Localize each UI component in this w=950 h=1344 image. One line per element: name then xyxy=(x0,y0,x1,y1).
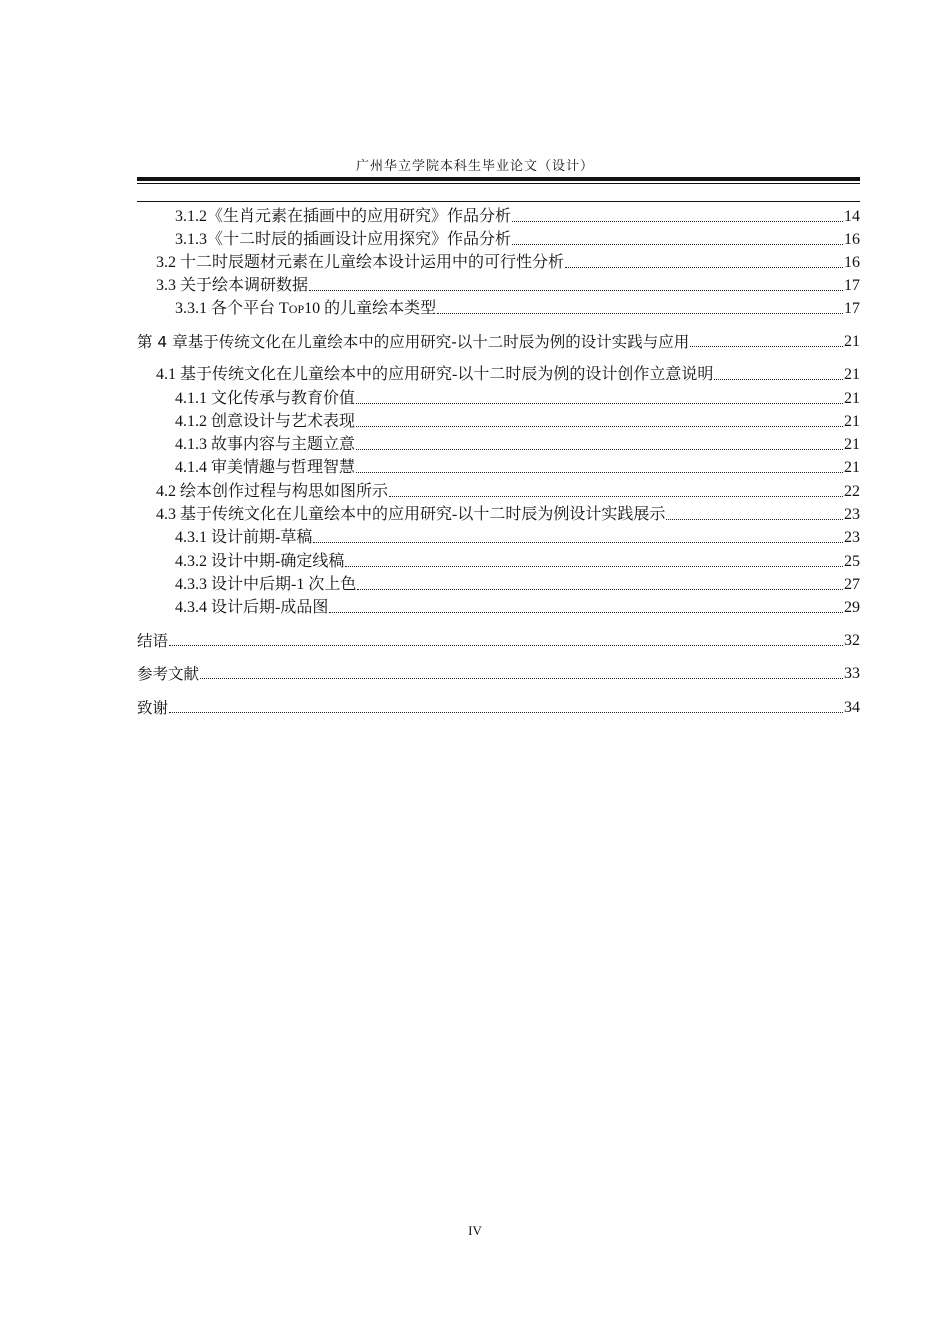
toc-entry-4-1-1[interactable] xyxy=(137,388,860,410)
toc-entry-page: 32 xyxy=(844,632,860,649)
toc-leader-dots xyxy=(356,472,843,473)
toc-entry-4-3-3[interactable] xyxy=(137,574,860,596)
header-rule-thick xyxy=(137,177,860,181)
toc-title-part: 3.3.1 各个平台 T xyxy=(175,300,289,317)
toc-leader-dots xyxy=(690,346,843,347)
toc-entry-4-3-4[interactable] xyxy=(137,597,860,619)
header-rule-thin xyxy=(137,183,860,184)
toc-entry-page: 29 xyxy=(844,599,860,616)
toc-leader-dots xyxy=(356,449,843,450)
toc-entry-page: 17 xyxy=(844,277,860,294)
toc-entry-page: 21 xyxy=(844,459,860,476)
toc-leader-dots xyxy=(714,379,843,380)
toc-entry-page: 21 xyxy=(844,436,860,453)
header-rule-lower xyxy=(137,201,860,202)
toc-leader-dots xyxy=(356,403,843,404)
toc-entry-title: 3.3 关于绘本调研数据 xyxy=(156,277,309,294)
toc-entry-4-1[interactable] xyxy=(137,364,860,386)
toc-leader-dots xyxy=(169,645,843,646)
toc-entry-title: 4.1.4 审美情趣与哲理智慧 xyxy=(175,459,356,476)
toc-entry-page: 23 xyxy=(844,506,860,523)
toc-entry-title: 4.1.3 故事内容与主题立意 xyxy=(175,436,356,453)
toc-entry-title: 结语 xyxy=(137,632,169,650)
toc-leader-dots xyxy=(309,290,843,291)
toc-entry-title: 第 4 章基于传统文化在儿童绘本中的应用研究-以十二时辰为例的设计实践与应用 xyxy=(137,333,690,351)
toc-leader-dots xyxy=(200,678,843,679)
toc-entry-4-1-2[interactable] xyxy=(137,411,860,433)
toc-entry-3-1-2[interactable] xyxy=(137,206,860,228)
toc-leader-dots xyxy=(357,589,843,590)
toc-entry-3-3-1[interactable] xyxy=(137,298,860,320)
running-header: 广州华立学院本科生毕业论文（设计） xyxy=(355,158,594,173)
toc-entry-acknowledgements[interactable] xyxy=(137,697,860,719)
toc-leader-dots xyxy=(329,612,843,613)
toc-entry-page: 23 xyxy=(844,529,860,546)
page-number: IV xyxy=(468,1223,482,1238)
toc-leader-dots xyxy=(512,221,843,222)
toc-entry-title: 4.1.2 创意设计与艺术表现 xyxy=(175,413,356,430)
toc-entry-title: 参考文献 xyxy=(137,665,200,683)
toc-leader-dots xyxy=(389,496,843,497)
toc-entry-page: 21 xyxy=(844,366,860,383)
toc-leader-dots xyxy=(512,244,843,245)
toc-entry-4-3-1[interactable] xyxy=(137,527,860,549)
toc-entry-page: 16 xyxy=(844,231,860,248)
toc-entry-page: 21 xyxy=(844,390,860,407)
toc-entry-page: 22 xyxy=(844,483,860,500)
toc-entry-title: 4.2 绘本创作过程与构思如图所示 xyxy=(156,483,389,500)
toc-entry-title: 3.1.3《十二时辰的插画设计应用探究》作品分析 xyxy=(175,231,512,248)
toc-entry-title: 4.3.1 设计前期-草稿 xyxy=(175,529,313,546)
toc-entry-title: 3.2 十二时辰题材元素在儿童绘本设计运用中的可行性分析 xyxy=(156,254,565,271)
toc-entry-title xyxy=(175,298,436,320)
toc-entry-title: 致谢 xyxy=(137,699,169,717)
toc-entry-4-2[interactable] xyxy=(137,481,860,503)
toc-entry-title: 3.1.2《生肖元素在插画中的应用研究》作品分析 xyxy=(175,208,512,225)
toc-entry-3-3[interactable] xyxy=(137,275,860,297)
toc-leader-dots xyxy=(356,426,843,427)
toc-leader-dots xyxy=(169,712,843,713)
toc-entry-page: 14 xyxy=(844,208,860,225)
toc-entry-3-2[interactable] xyxy=(137,252,860,274)
toc-entry-3-1-3[interactable] xyxy=(137,229,860,251)
toc-entry-conclusion[interactable] xyxy=(137,630,860,652)
toc-entry-4-1-4[interactable] xyxy=(137,457,860,479)
toc-entry-page: 17 xyxy=(844,300,860,317)
toc-entry-page: 21 xyxy=(844,413,860,430)
toc-entry-page: 21 xyxy=(844,333,860,350)
toc-leader-dots xyxy=(437,313,843,314)
toc-entry-title: 4.3 基于传统文化在儿童绘本中的应用研究-以十二时辰为例设计实践展示 xyxy=(156,506,666,523)
toc-title-smallcaps: OP xyxy=(288,302,305,316)
toc-title-part: 10 的儿童绘本类型 xyxy=(304,300,437,317)
toc-entry-title: 4.3.2 设计中期-确定线稿 xyxy=(175,553,345,570)
toc-leader-dots xyxy=(345,566,843,567)
toc-entry-title: 4.3.3 设计中后期-1 次上色 xyxy=(175,576,357,593)
toc-leader-dots xyxy=(666,519,843,520)
toc-entry-4-3[interactable] xyxy=(137,504,860,526)
toc-entry-title: 4.3.4 设计后期-成品图 xyxy=(175,599,329,616)
toc-entry-page: 25 xyxy=(844,553,860,570)
toc-leader-dots xyxy=(313,542,843,543)
toc-entry-page: 33 xyxy=(844,665,860,682)
toc-entry-references[interactable] xyxy=(137,663,860,685)
toc-entry-chapter-4[interactable] xyxy=(137,331,860,353)
toc-entry-title: 4.1 基于传统文化在儿童绘本中的应用研究-以十二时辰为例的设计创作立意说明 xyxy=(156,366,714,383)
toc-leader-dots xyxy=(565,267,843,268)
toc-entry-title: 4.1.1 文化传承与教育价值 xyxy=(175,390,356,407)
toc-entry-page: 16 xyxy=(844,254,860,271)
toc-entry-page: 34 xyxy=(844,699,860,716)
toc-entry-page: 27 xyxy=(844,576,860,593)
toc-entry-4-1-3[interactable] xyxy=(137,434,860,456)
toc-entry-4-3-2[interactable] xyxy=(137,551,860,573)
